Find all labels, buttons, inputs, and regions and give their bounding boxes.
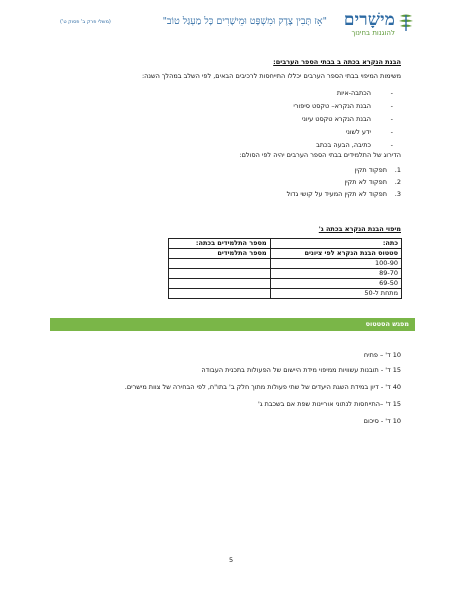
table-row <box>169 279 402 289</box>
dash-bullet: - <box>390 128 393 136</box>
status-meeting-banner <box>50 318 415 331</box>
list-item <box>293 102 401 115</box>
table-cell-status: 100-90 <box>270 259 401 269</box>
table-cell-count[interactable] <box>169 279 271 289</box>
list-item-text: ידע לשוני <box>345 128 371 136</box>
logo-leaf-icon <box>397 12 415 32</box>
table-col-status: סטטוס הבנת הנקרא לפי ציונים <box>270 249 401 259</box>
table-cell-status: מתחת ל-50 <box>270 289 401 299</box>
list-item-text: תפקוד לא תקין <box>344 178 387 186</box>
list-item <box>293 115 401 128</box>
table-header-row <box>169 239 402 249</box>
list-item <box>293 128 401 141</box>
list-item <box>293 89 401 102</box>
schedule-item: 15 ד' - תובנות עשוויות ממיפוי מידת היישום של הפעולות בתכנית העבודה <box>201 366 401 374</box>
schedule-item: 40 ד' - דיון במידת השגת היעדים של שתי פעולות מתוך חלק ב' בתו"ח, לפי הבחירה של צוות מישרים. <box>124 383 401 391</box>
table-header-students-in-class: מספר התלמידים בכתה: <box>169 239 271 249</box>
table-row <box>169 289 402 299</box>
list-item-text: כתיבה, הבעה בכתב <box>316 141 371 149</box>
logo-text: מישָׁרים <box>343 10 395 30</box>
table-cell-count[interactable] <box>169 259 271 269</box>
list-number: 1. <box>394 166 401 174</box>
list-item-text: תפקוד תקין <box>354 166 387 174</box>
dash-bullet: - <box>390 141 393 149</box>
section-intro-paragraph: משימות המיפוי בבתי הספר הערבים יכללו התייחסות לרכיבים הבאים, לפי השלב במהלך השנה: <box>141 72 401 80</box>
section-title-grade3-mapping: מיפוי הבנת הנקרא בכתה ג' <box>318 225 401 233</box>
table-row <box>169 269 402 279</box>
table-cell-status: 89-70 <box>270 269 401 279</box>
page-number: 5 <box>229 556 234 564</box>
page-header <box>60 10 415 40</box>
table-cell-status: 69-50 <box>270 279 401 289</box>
table-column-header-row <box>169 249 402 259</box>
dash-bullet: - <box>390 115 393 123</box>
dash-bullet: - <box>390 89 393 97</box>
list-item-text: הכתבה-איות <box>336 89 371 97</box>
table-cell-count[interactable] <box>169 269 271 279</box>
header-quote-source: (משלי פרק ב' פסוק ט') <box>60 19 111 25</box>
table-row <box>169 259 402 269</box>
list-item-text: הבנת הנקרא– טקסט סיפורי <box>293 102 371 110</box>
components-list <box>293 89 401 154</box>
table-col-count: מספר התלמידים <box>169 249 271 259</box>
schedule-item: 15 ד' –התייחסות לנתוני אוריינות שפת אם בשכבת ג' <box>258 400 401 408</box>
grading-scale-intro: הדירוג של התלמידים בבתי הספר הערבים יהיה לפי הסולם: <box>239 151 401 159</box>
list-item-text: הבנת הנקרא טקסט עיוני <box>301 115 371 123</box>
list-number: 3. <box>394 190 401 198</box>
schedule-item: 10 ד' - סיכום <box>363 417 401 425</box>
list-item <box>287 166 401 178</box>
list-item <box>287 190 401 202</box>
list-number: 2. <box>394 178 401 186</box>
dash-bullet: - <box>390 102 393 110</box>
reading-status-table <box>168 238 402 299</box>
table-cell-count[interactable] <box>169 289 271 299</box>
grading-scale-list <box>287 166 401 202</box>
status-meeting-title: מפגש הסטטוס <box>365 320 409 328</box>
section-title-grade2-arab-schools: הבנת הנקרא בכתה ב בבתי הספר הערבים: <box>273 58 401 66</box>
schedule-item: 10 ד' – פתיח <box>363 351 401 359</box>
logo <box>340 10 415 40</box>
table-header-class: כתה: <box>270 239 401 249</box>
header-quote: "אָז תָּבִין צֶדֶק וּמִשְׁפָּט וּמֵישָׁרִים כָּל מַעְגַּל טוֹב" <box>162 16 327 27</box>
logo-subtitle: להוגנות בחינוך <box>351 29 395 37</box>
list-item-text: תפקוד לא תקין המעיד על קושי גדול <box>286 190 387 198</box>
list-item <box>287 178 401 190</box>
